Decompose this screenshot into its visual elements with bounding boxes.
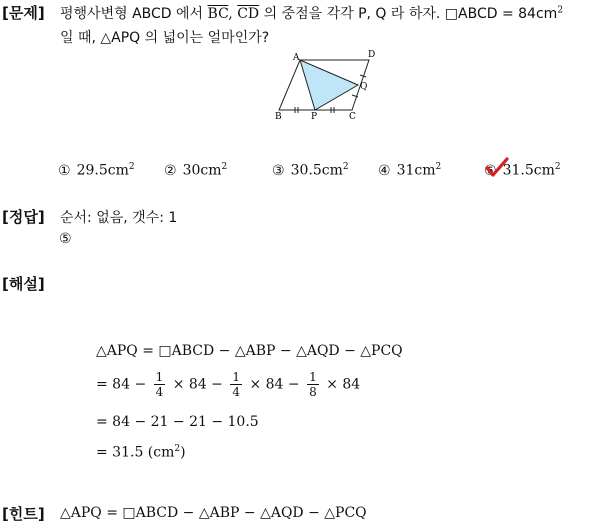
choice-2-sup: 2: [221, 162, 228, 172]
fraction-2-den: 4: [232, 385, 241, 399]
solution-line-3: = 84 − 21 − 21 − 10.5: [96, 414, 259, 430]
choice-5-sup: 2: [554, 162, 561, 172]
fraction-1-den: 4: [155, 385, 164, 399]
parallelogram-figure: [270, 48, 380, 124]
fraction-1: [154, 370, 166, 399]
choice-4[interactable]: [378, 162, 441, 179]
sol-l4-b: ): [180, 444, 186, 461]
fraction-2: [230, 370, 242, 399]
choice-2[interactable]: [164, 162, 227, 179]
fraction-3-den: 8: [309, 385, 317, 399]
choice-1-num: ①: [58, 162, 71, 179]
choice-3-num: ③: [272, 162, 285, 179]
area-unit-sup: 2: [557, 5, 564, 16]
answer-line-1: 순서: 없음, 갯수: 1: [60, 210, 178, 226]
choice-4-text: 31cm: [396, 162, 436, 179]
answer-line-2: ⑤: [59, 231, 72, 247]
problem-tag: [문제]: [2, 4, 45, 22]
solution-line-2: [96, 370, 360, 399]
sol-l2-a: = 84 −: [96, 376, 147, 393]
segment-cd: $\overline{CD}$: [237, 6, 260, 22]
fraction-2-num: 1: [232, 370, 241, 384]
label-q: Q: [360, 82, 368, 92]
sol-l4-a: = 31.5 (cm: [96, 444, 175, 461]
problem-line-1: [60, 3, 563, 23]
label-d: D: [368, 50, 376, 60]
choice-2-text: 30cm: [182, 162, 222, 179]
answer-tag: [정답]: [2, 208, 45, 226]
comma: ,: [228, 6, 238, 22]
problem-text-b: 의 중점을 각각 P, Q 라 하자. □ABCD = 84cm: [259, 6, 558, 22]
sol-l4-sup: 2: [174, 444, 181, 454]
fraction-1-num: 1: [155, 370, 164, 384]
problem-text-a: 평행사변형 ABCD 에서: [60, 6, 208, 22]
choice-3[interactable]: [272, 162, 349, 179]
triangle-apq-fill: [300, 60, 358, 110]
check-mark-icon: [484, 156, 510, 180]
problem-line-2: 일 때, △APQ 의 넓이는 얼마인가?: [60, 30, 270, 46]
choice-1[interactable]: [58, 162, 135, 179]
solution-tag: [해설]: [2, 275, 45, 293]
label-b: B: [275, 112, 282, 122]
choice-4-num: ④: [378, 162, 391, 179]
choice-2-num: ②: [164, 162, 177, 179]
choice-1-sup: 2: [128, 162, 135, 172]
fraction-3-num: 1: [309, 370, 317, 384]
choice-3-text: 30.5cm: [290, 162, 343, 179]
choice-5-text: 31.5cm: [502, 162, 555, 179]
segment-bc: $\overline{BC}$: [207, 6, 229, 22]
sol-l2-d: × 84: [326, 376, 361, 393]
hint-tag: [힌트]: [2, 505, 45, 523]
choice-1-text: 29.5cm: [76, 162, 129, 179]
label-p: P: [311, 112, 318, 122]
sol-l2-b: × 84 −: [172, 376, 223, 393]
choice-4-sup: 2: [435, 162, 442, 172]
hint-text: △APQ = □ABCD − △ABP − △AQD − △PCQ: [60, 505, 367, 521]
choice-5-num: ⑤: [484, 162, 497, 179]
label-c: C: [349, 112, 356, 122]
sol-l2-c: × 84 −: [249, 376, 300, 393]
fraction-3: [307, 370, 319, 399]
solution-line-4: [96, 444, 186, 461]
label-a: A: [293, 53, 300, 63]
solution-line-1: △APQ = □ABCD − △ABP − △AQD − △PCQ: [96, 343, 403, 359]
choice-3-sup: 2: [342, 162, 349, 172]
